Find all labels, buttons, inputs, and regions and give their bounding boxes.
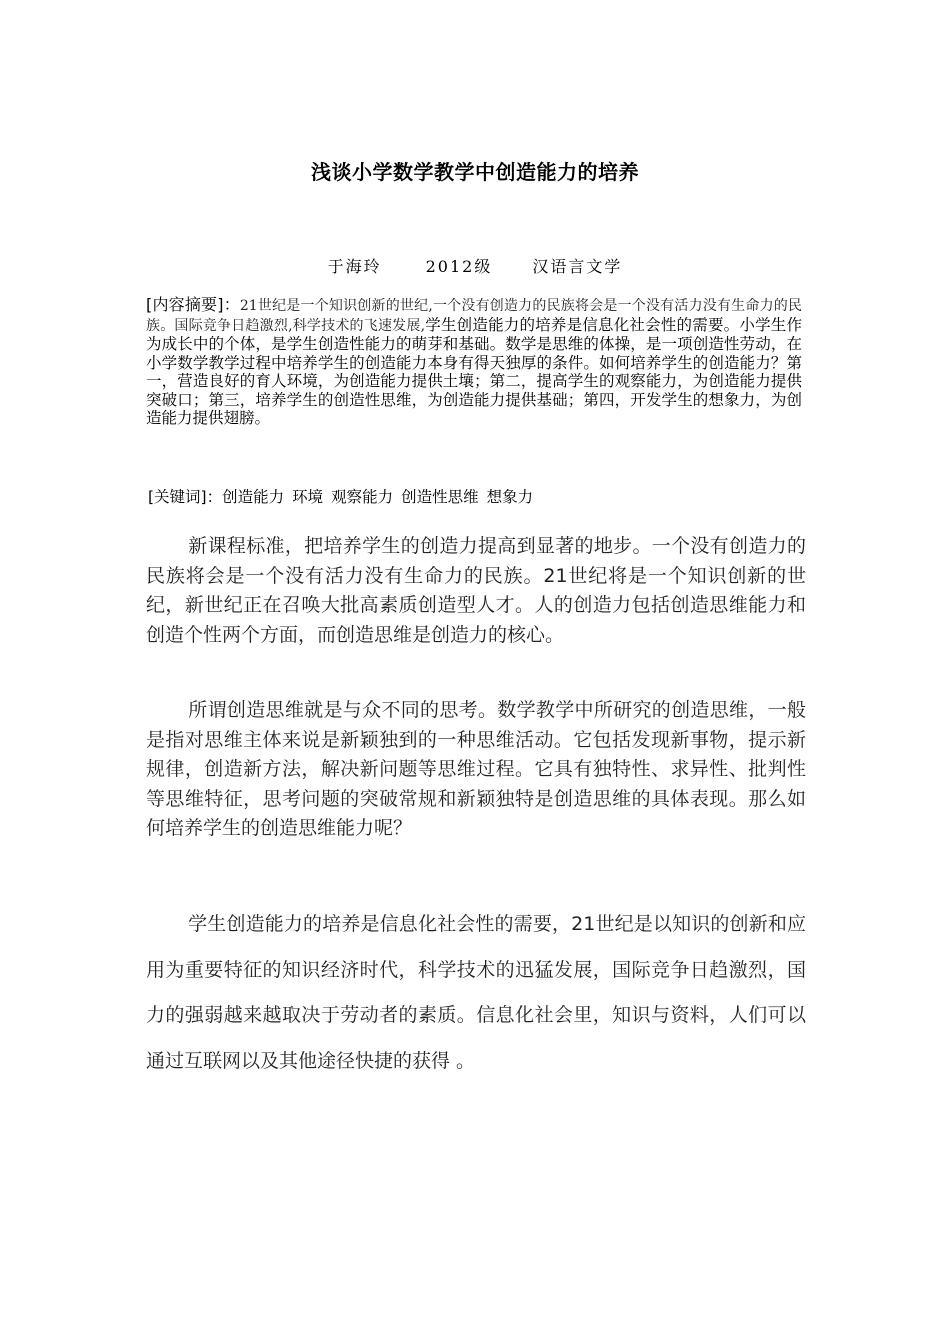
author-grade: 2012级 — [425, 257, 493, 276]
abstract-block — [146, 296, 802, 428]
body-paragraph-text: 所谓创造思维就是与众不同的思考。数学教学中所研究的创造思维，一般是指对思维主体来说是新颖独到的一种思维活动。它包括发现新事物，提示新规律，创造新方法，解决新问题等思维过程。它具有独特性、求异性、批判性等思维特征，思考问题的突破常规和新颖独特是创造思维的具体表现。那么如何培养学生的创造思维能力呢？ — [146, 699, 806, 839]
abstract-label: [内容摘要]： — [146, 295, 240, 314]
body-paragraph-text: 新课程标准，把培养学生的创造力提高到显著的地步。一个没有创造力的民族将会是一个没有活力没有生命力的民族。21世纪将是一个知识创新的世纪，新世纪正在召唤大批高素质创造型人才。人的创造力包括创造思维能力和创造个性两个方面，而创造思维是创造力的核心。 — [146, 535, 806, 646]
keyword-item: 环境 — [292, 488, 324, 506]
keyword-item: 观察能力 — [331, 488, 394, 506]
keyword-item: 创造性思维 — [401, 488, 479, 506]
keyword-item: 想象力 — [486, 488, 534, 506]
abstract-text-small: 21世纪是一个知识创新的世纪,一个没有创造力的民族将会是一个没有活力没有生命力的民族。国际竞争日趋激烈,科学技术的飞速发展, — [146, 298, 802, 334]
body-paragraph-text: 学生创造能力的培养是信息化社会性的需要，21世纪是以知识的创新和应用为重要特征的知识经济时代，科学技术的迅猛发展，国际竞争日趋激烈，国力的强弱越来越取决于劳动者的素质。信息化社会里，知识与资料，人们可以通过互联网以及其他途径快捷的获得 。 — [146, 913, 806, 1072]
author-name: 于海玲 — [327, 257, 382, 276]
document-title: 浅谈小学数学教学中创造能力的培养 — [311, 160, 639, 184]
keyword-item: 创造能力 — [222, 488, 285, 506]
keywords-block — [148, 486, 808, 508]
author-byline — [0, 254, 950, 277]
abstract-text-main: 学生创造能力的培养是信息化社会性的需要。小学生作为成长中的个体，是学生创造性能力的萌芽和基础。数学是思维的体操，是一项创造性劳动，在小学数学教学过程中培养学生的创造能力本身有得天独厚的条件。如何培养学生的创造能力？第一，营造良好的育人环境，为创造能力提供土壤；第二，提高学生的观察能力，为创造能力提供突破口；第三，培养学生的创造性思维，为创造能力提供基础；第四，开发学生的想象力，为创造能力提供翅膀。 — [146, 315, 802, 427]
body-paragraph — [146, 532, 806, 650]
author-major: 汉语言文学 — [532, 257, 623, 276]
body-paragraph — [146, 696, 806, 844]
keywords-label: [关键词]： — [148, 488, 223, 506]
body-paragraph — [146, 902, 806, 1084]
